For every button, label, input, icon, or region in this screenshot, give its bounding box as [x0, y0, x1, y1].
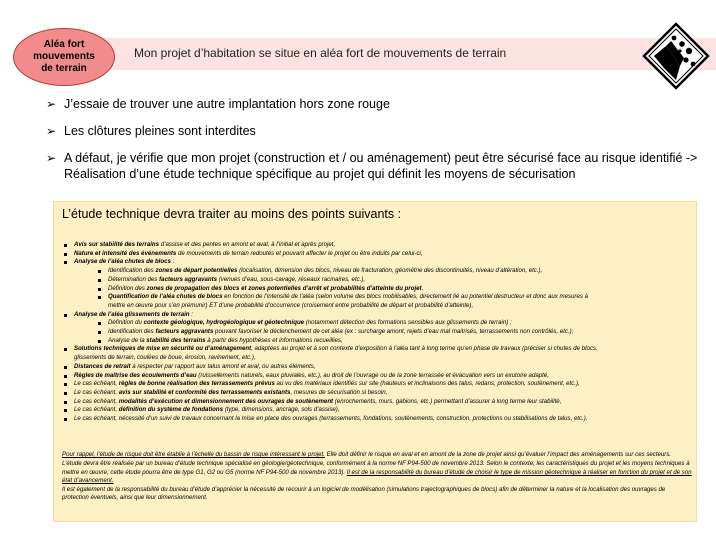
list-subitem: Définition du contexte géologique, hydrogéologique et géotechnique (notamment détection des formations sensibles aux glissements de terrain) ;	[62, 319, 692, 328]
arrow-bullet-icon: ➢	[46, 97, 57, 111]
bullet-item	[46, 96, 706, 112]
falling-rocks-warning-icon	[640, 20, 712, 92]
bullet-text: Les clôtures pleines sont interdites	[64, 124, 256, 138]
bullet-dot-icon	[98, 296, 101, 299]
bullet-dot-icon	[64, 383, 67, 386]
list-item: Solutions techniques de mise en sécurité ou d’aménagement, adaptées au projet et à son contexte d’exposition à l’aléa tant à long terme qu’en phase de travaux (préciser si chutes de blocs,	[62, 345, 692, 354]
list-continuation: glissements de terrain, coulées de boue, érosion, ravinement, etc.),	[74, 354, 256, 362]
bullet-dot-icon	[98, 322, 101, 325]
study-points-list	[62, 241, 692, 424]
list-item: Le cas échéant, règles de bonne réalisation des terrassements prévus au vu des matériaux identifiés sur site (hauteurs et inclinaisons des talus, redans, protection, soutènement, etc.),	[62, 380, 692, 389]
hazard-badge	[13, 28, 115, 86]
footnote-paragraph: Il est également de la responsabilité du bureau d’étude d’apprécier la nécessité de recourir à un logiciel de modélisation (simulations trajectographiques de blocs) afin de déterminer la nature et la localisation des ouvrages de protection éventuels, ainsi que leur dimensionnement.	[62, 485, 666, 502]
bullet-dot-icon	[64, 366, 67, 369]
footnote-paragraph: Pour rappel, l’étude de risque doit être établie à l’échelle du bassin de risque intéressant le projet. Elle doit définir le risque en aval et en amont de la zone de projet ainsi qu’évaluer l’impact des aménagements sur ces secteurs.	[62, 451, 672, 458]
bullet-dot-icon	[64, 401, 67, 404]
list-item: Analyse de l’aléa chutes de blocs :	[62, 258, 692, 267]
bullet-dot-icon	[98, 279, 101, 282]
bullet-text: J’essaie de trouver une autre implantation hors zone rouge	[64, 97, 390, 111]
list-item: Le cas échéant, nécessité d’un suivi de travaux concernant la mise en place des ouvrages (terrassements, fondations, soutènements, construction, protections ou stabilisations de talus, etc.).	[62, 415, 692, 424]
list-item: Analyse de l’aléa glissements de terrain :	[62, 311, 692, 320]
page-title: Mon projet d’habitation se situe en aléa fort de mouvements de terrain	[134, 46, 507, 60]
list-item: Le cas échéant, définition du système de fondations (type, dimensions, ancrage, sols d’assise),	[62, 406, 692, 415]
list-subitem: Identification des facteurs aggravants pouvant favoriser le déclenchement de cet aléa (ex : surcharge amont, rejets d’eau mal maitrisés, terrassements non contrôlés, etc.);	[62, 328, 692, 337]
list-item: Distances de retrait à respecter par rapport aux talus amont et aval, ou autres éléments,	[62, 363, 692, 372]
footnote-paragraph: L’étude devra être réalisée par un bureau d’étude technique spécialisé en géologie/géotechnique, conformément à la norme NF P94-500 de novembre 2013. Selon le contexte, les caractéristiques du projet et les moyens techniques à mettre en œuvre, cette étude pourra être de type G1, G2 ou G5 (norme NF P94-500 de novembre 2013). Il est de la responsabilité du bureau d’étude de choisir le type de mission géotechnique à réaliser en fonction du projet et de son état d’avancement.	[62, 460, 692, 485]
bullet-item	[46, 150, 706, 182]
list-item: Nature et intensité des événements de mouvements de terrain redoutés et pouvant affecter le projet ou être induits par celui-ci,	[62, 250, 692, 259]
list-subitem: Analyse de la stabilité des terrains à partir des hypothèses et informations recueillies,	[62, 337, 692, 346]
study-title: L’étude technique devra traiter au moins des points suivants :	[62, 207, 402, 221]
bullet-dot-icon	[64, 261, 67, 264]
bullet-dot-icon	[64, 409, 67, 412]
bullet-dot-icon	[64, 392, 67, 395]
list-subitem: Identification des zones de départ potentielles (localisation, dimension des blocs, niveau de fracturation, géométrie des discontinuités, niveau d’altération, etc.),	[62, 267, 692, 276]
bullet-dot-icon	[98, 288, 101, 291]
list-subitem: Quantification de l’aléa chutes de blocs en fonction de l’intensité de l’aléa (selon volume des blocs mobilisables, directement lié au potentiel destructeur et donc aux mesures à	[62, 293, 692, 302]
hazard-badge-label: Aléa fort mouvements de terrain	[33, 39, 95, 74]
bullet-dot-icon	[98, 270, 101, 273]
bullet-dot-icon	[98, 331, 101, 334]
list-continuation: mettre en œuvre pour s’en prémunir) ET d’une probabilité d’occurrence (croisement entre probabilité de départ et probabilité d’atteinte),	[108, 301, 474, 309]
bullet-dot-icon	[64, 314, 67, 317]
study-footnote	[62, 451, 692, 502]
list-subitem: Définition des zones de propagation des blocs et zones potentielles d’arrêt et probabilités d’atteinte du projet,	[62, 285, 692, 294]
list-item: Le cas échéant, avis sur stabilité et conformité des terrassements existants, mesures de sécurisation si besoin,	[62, 389, 692, 398]
bullet-list	[46, 96, 706, 193]
bullet-dot-icon	[98, 340, 101, 343]
list-item: Le cas échéant, modalités d’exécution et dimensionnement des ouvrages de soutènement (enrochements, murs, gabions, etc.) permettant d’assurer à long terme leur stabilité,	[62, 398, 692, 407]
arrow-bullet-icon: ➢	[46, 151, 57, 165]
bullet-dot-icon	[64, 418, 67, 421]
bullet-item	[46, 123, 706, 139]
arrow-bullet-icon: ➢	[46, 124, 57, 138]
bullet-dot-icon	[64, 253, 67, 256]
bullet-text: A défaut, je vérifie que mon projet (construction et / ou aménagement) peut être sécurisé face au risque identifié -> Réalisation d’une étude technique spécifique au projet qui définit les moyens de sécurisation	[64, 151, 698, 181]
list-item: Règles de maîtrise des écoulements d’eau (ruissellements naturels, eaux pluviales, etc.), au droit de l’ouvrage ou de la zone terrassée et évacuation vers un exutoire adapté,	[62, 372, 692, 381]
bullet-dot-icon	[64, 348, 67, 351]
list-item: Avis sur stabilité des terrains d’assise et des pentes en amont et aval, à l’initial et après projet,	[62, 241, 692, 250]
list-subitem: Détermination des facteurs aggravants (venues d’eau, sous-cavage, réseaux racinaires, etc.),	[62, 276, 692, 285]
bullet-dot-icon	[64, 244, 67, 247]
bullet-dot-icon	[64, 375, 67, 378]
study-requirements-box	[53, 201, 697, 522]
